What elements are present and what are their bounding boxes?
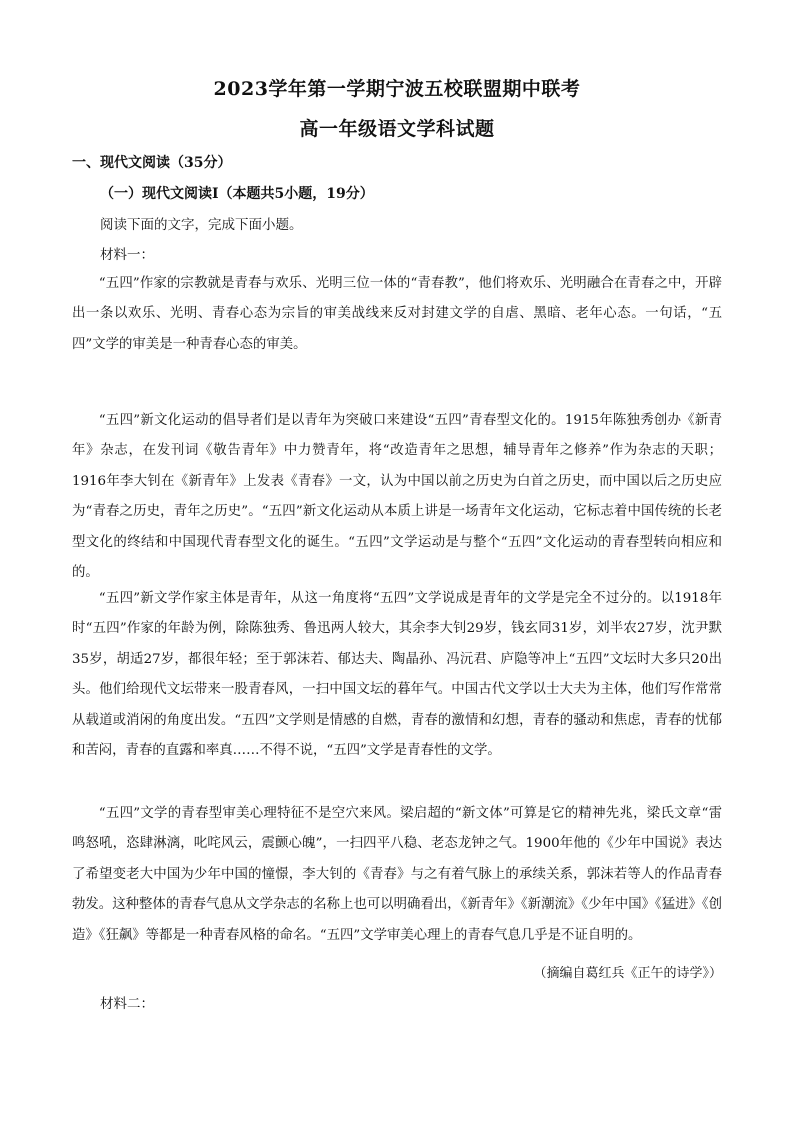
subsection-heading: （一）现代文阅读Ⅰ（本题共5小题，19分） — [100, 186, 374, 202]
section-heading: 一、现代文阅读（35分） — [72, 155, 232, 171]
exam-subtitle: 高一年级语文学科试题 — [299, 118, 495, 140]
material2-label: 材料二： — [100, 996, 154, 1012]
paragraph: “五四”文学的青春型审美心理特征不是空穴来风。梁启超的“新文体”可算是它的精神先兆，梁氏文章“雷鸣怒吼，恣肆淋漓，叱咤风云，震颤心魄”，一扫四平八稳、老态龙钟之气。1900年他的《少年中国说》表达了希望变老大中国为少年中国的憧憬，李大钊的《青春》与之有着气脉上的承续关系，郭沫若等人的作品青春勃发。这种整体的青春气息从文学杂志的名称上也可以明确看出，《新青年》《新潮流》《少年中国》《猛进》《创造》《狂飙》等都是一种青春风格的命名。“五四”文学审美心理上的青春气息几乎是不证自明的。 — [72, 806, 722, 943]
paragraph: “五四”作家的宗教就是青春与欢乐、光明三位一体的“青春教”，他们将欢乐、光明融合在青春之中，开辟出一条以欢乐、光明、青春心态为宗旨的审美战线来反对封建文学的自虐、黑暗、老年心态。一句话，“五四”文学的审美是一种青春心态的审美。 — [72, 276, 722, 352]
material1-label: 材料一： — [100, 247, 154, 263]
source-citation: （摘编自葛红兵《正午的诗学》） — [533, 966, 722, 981]
reading-instruction: 阅读下面的文字，完成下面小题。 — [100, 217, 303, 233]
paragraph: “五四”新文学作家主体是青年，从这一角度将“五四”文学说成是青年的文学是完全不过分的。以1918年时“五四”作家的年龄为例，除陈独秀、鲁迅两人较大，其余李大钊29岁，钱玄同31岁，刘半农27岁，沈尹默35岁，胡适27岁，都很年轻；至于郭沫若、郁达夫、陶晶孙、冯沅君、庐隐等冲上“五四”文坛时大多只20出头。他们给现代文坛带来一股青春风，一扫中国文坛的暮年气。中国古代文学以士大夫为主体，他们写作常常从载道或消闲的角度出发。“五四”文学则是情感的自燃，青春的激情和幻想，青春的骚动和焦虑，青春的忧郁和苦闷，青春的直露和率真……不得不说，“五四”文学是青春性的文学。 — [72, 591, 722, 759]
exam-title: 2023学年第一学期宁波五校联盟期中联考 — [213, 78, 581, 100]
paragraph: “五四”新文化运动的倡导者们是以青年为突破口来建设“五四”青春型文化的。1915年陈独秀创办《新青年》杂志，在发刊词《敬告青年》中力赞青年，将“改造青年之思想，辅导青年之修养”作为杂志的天职；1916年李大钊在《新青年》上发表《青春》一文，认为中国以前之历史为白首之历史，而中国以后之历史应为“青春之历史，青年之历史”。“五四”新文化运动从本质上讲是一场青年文化运动，它标志着中国传统的长老型文化的终结和中国现代青春型文化的诞生。“五四”文学运动是与整个“五四”文化运动的青春型转向相应和的。 — [72, 413, 722, 581]
